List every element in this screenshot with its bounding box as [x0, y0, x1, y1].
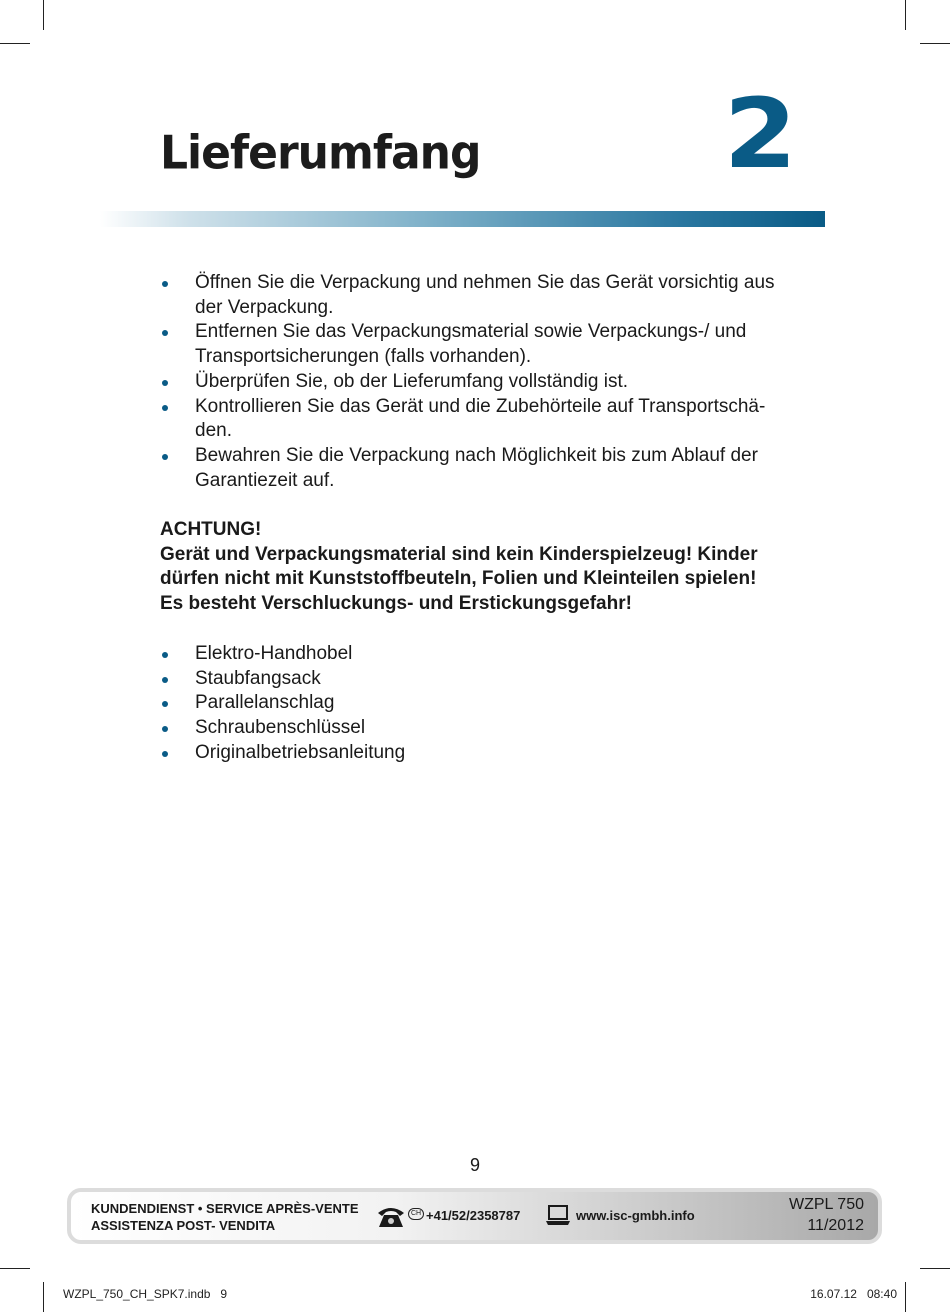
bullet-icon	[162, 330, 168, 336]
chapter-number: 2	[723, 78, 798, 190]
footer-service-bar	[67, 1188, 882, 1244]
crop-mark	[43, 0, 44, 30]
page-number: 9	[469, 1155, 480, 1175]
warning-line: Es besteht Verschluckungs- und Erstickungsgefahr!	[160, 593, 632, 615]
bullet-icon	[162, 281, 168, 287]
model-info: WZPL 750 11/2012	[789, 1196, 864, 1234]
print-slug-file: WZPL_750_CH_SPK7.indb 9	[63, 1287, 228, 1301]
phone-number: +41/52/2358787	[426, 1208, 521, 1223]
bullet-icon	[162, 652, 168, 658]
crop-mark	[0, 43, 30, 44]
crop-mark	[920, 1268, 950, 1269]
list-item: Überprüfen Sie, ob der Lieferumfang vollständig ist.	[160, 370, 800, 395]
list-item: Öffnen Sie die Verpackung und nehmen Sie das Gerät vorsichtig aus der Verpackung.	[160, 271, 800, 320]
list-item: Schraubenschlüssel	[160, 716, 800, 741]
country-badge: CH	[408, 1208, 424, 1220]
list-item: Entfernen Sie das Verpackungsmaterial sowie Verpackungs-/ und Transportsicherungen (falls vorhanden).	[160, 320, 800, 369]
list-item: Originalbetriebsanleitung	[160, 741, 800, 766]
list-item: Bewahren Sie die Verpackung nach Möglichkeit bis zum Ablauf der Garantiezeit auf.	[160, 444, 800, 493]
bullet-icon	[162, 405, 168, 411]
warning-heading: ACHTUNG!	[160, 519, 262, 540]
warning-line: Gerät und Verpackungsmaterial sind kein Kinderspielzeug! Kinder	[160, 543, 758, 565]
bullet-icon	[162, 726, 168, 732]
bullet-icon	[162, 751, 168, 757]
crop-mark	[905, 1282, 906, 1312]
laptop-icon	[545, 1204, 571, 1226]
warning-line: dürfen nicht mit Kunststoffbeuteln, Folien und Kleinteilen spielen!	[160, 568, 757, 590]
bullet-icon	[162, 677, 168, 683]
crop-mark	[43, 1282, 44, 1312]
list-item: Staubfangsack	[160, 667, 800, 692]
bullet-icon	[162, 454, 168, 460]
warning-block	[160, 518, 800, 617]
service-label: KUNDENDIENST • SERVICE APRÈS-VENTE ASSISTENZA POST- VENDITA	[91, 1201, 359, 1233]
page-title: Lieferumfang	[160, 126, 481, 181]
list-item: Kontrollieren Sie das Gerät und die Zubehörteile auf Transportschä- den.	[160, 395, 800, 444]
unpacking-steps-list	[160, 271, 800, 493]
crop-mark	[0, 1268, 30, 1269]
bullet-icon	[162, 380, 168, 386]
phone-icon	[376, 1205, 406, 1229]
list-item: Elektro-Handhobel	[160, 642, 800, 667]
list-item: Parallelanschlag	[160, 691, 800, 716]
website-link[interactable]: www.isc-gmbh.info	[576, 1208, 695, 1223]
delivery-contents-list	[160, 642, 800, 766]
bullet-icon	[162, 701, 168, 707]
header-gradient-bar	[100, 211, 825, 227]
crop-mark	[905, 0, 906, 30]
crop-mark	[920, 43, 950, 44]
print-slug-timestamp: 16.07.12 08:40	[810, 1287, 897, 1301]
